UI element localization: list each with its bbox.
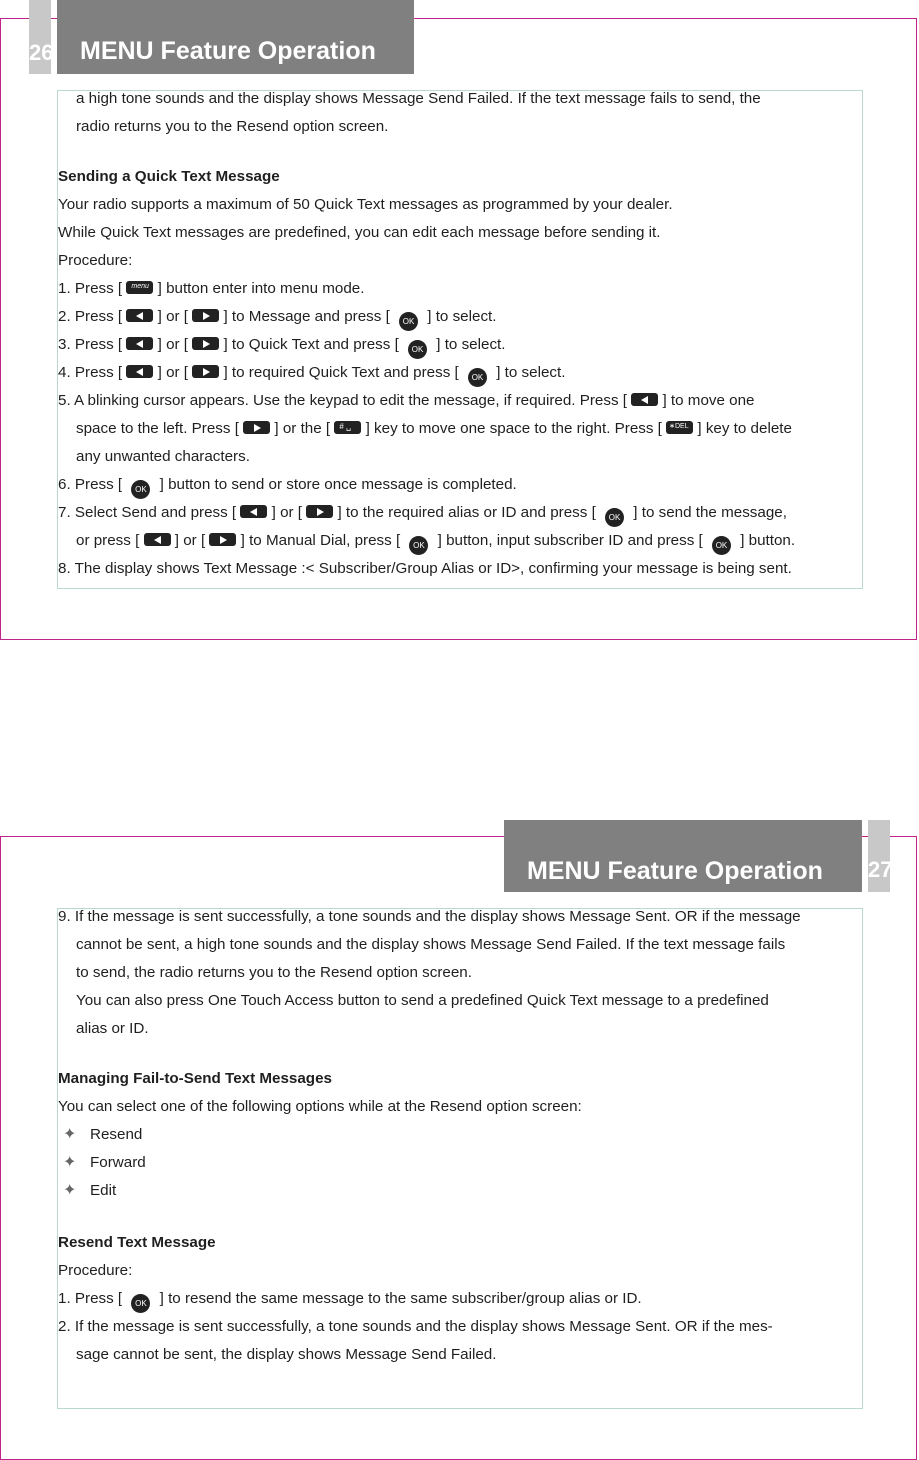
step-text: 1. Press [ [58, 280, 123, 297]
section-header [504, 820, 862, 892]
step-text: ] key to move one space to the right. Press [ [365, 420, 662, 437]
ok-key-icon: OK [131, 480, 150, 499]
page-number: 26 [29, 40, 54, 65]
step-text: ] to select. [496, 364, 566, 381]
step-text: 7. Select Send and press [ [58, 504, 237, 521]
step-text: ] button. [740, 532, 796, 549]
bullet-star-icon: ✦ [63, 1126, 77, 1143]
section-header [57, 0, 414, 74]
ok-key-icon: OK [408, 340, 427, 359]
resend-step-1 [58, 1289, 642, 1313]
step-text: 5. A blinking cursor appears. Use the keypad to edit the message, if required. Press [ [58, 392, 627, 409]
step-text: ] or the [ [274, 420, 331, 437]
step-text: space to the left. Press [ [76, 420, 239, 437]
step-text: ] or [ [157, 308, 189, 325]
procedure-label: Procedure: [58, 252, 133, 269]
option-item: Resend [90, 1126, 143, 1143]
step-text: ] to move one [662, 392, 755, 409]
right-arrow-key-icon [192, 309, 219, 322]
ok-key-icon: OK [131, 1294, 150, 1313]
menu-key-icon [126, 281, 153, 294]
left-arrow-key-icon [126, 365, 153, 378]
header-title: MENU Feature Operation [527, 857, 823, 885]
right-arrow-key-icon [192, 365, 219, 378]
step-text: 4. Press [ [58, 364, 123, 381]
right-arrow-key-icon [306, 505, 333, 518]
step-9-cont: to send, the radio returns you to the Resend option screen. [76, 964, 472, 981]
section-title: Sending a Quick Text Message [58, 168, 280, 185]
step-text: ] or [ [271, 504, 303, 521]
step-text: ] to select. [427, 308, 497, 325]
step-5-cont: any unwanted characters. [76, 448, 250, 465]
ok-key-icon: OK [468, 368, 487, 387]
procedure-label: Procedure: [58, 1262, 133, 1279]
step-text: ] or [ [157, 364, 189, 381]
left-arrow-key-icon [126, 309, 153, 322]
left-arrow-key-icon [240, 505, 267, 518]
step-7 [58, 503, 787, 527]
page-number-tab [868, 820, 893, 892]
section-title: Managing Fail-to-Send Text Messages [58, 1070, 332, 1087]
page-number: 27 [868, 857, 893, 882]
bullet-star-icon: ✦ [63, 1182, 77, 1199]
step-text: ] to required Quick Text and press [ [223, 364, 459, 381]
step-2 [58, 307, 497, 331]
star-del-key-icon [666, 421, 693, 434]
step-text: ] to Manual Dial, press [ [240, 532, 401, 549]
left-arrow-key-icon [126, 337, 153, 350]
step-text: ] button enter into menu mode. [157, 280, 365, 297]
step-3 [58, 335, 506, 359]
hash-key-icon [334, 421, 361, 434]
step-4 [58, 363, 565, 387]
step-text: ] to Quick Text and press [ [223, 336, 399, 353]
header-title: MENU Feature Operation [80, 37, 376, 65]
intro-text: Your radio supports a maximum of 50 Quick Text messages as programmed by your dealer. [58, 196, 673, 213]
step-6 [58, 475, 517, 499]
step-text: ] or [ [174, 532, 206, 549]
step-1 [58, 279, 364, 299]
right-arrow-key-icon [192, 337, 219, 350]
step-text: ] key to delete [697, 420, 792, 437]
left-arrow-key-icon [144, 533, 171, 546]
step-9: 9. If the message is sent successfully, a tone sounds and the display shows Message Sent. OR if the message [58, 908, 801, 925]
step-text: ] or [ [157, 336, 189, 353]
intro-text: While Quick Text messages are predefined, you can edit each message before sending it. [58, 224, 661, 241]
step-9-cont: alias or ID. [76, 1020, 149, 1037]
section-title: Resend Text Message [58, 1234, 216, 1251]
step-text: ] to resend the same message to the same subscriber/group alias or ID. [159, 1290, 642, 1307]
step-text: ] button, input subscriber ID and press [ [437, 532, 703, 549]
step-text: 1. Press [ [58, 1290, 123, 1307]
step-7-cont [76, 531, 795, 555]
intro-text: You can select one of the following options while at the Resend option screen: [58, 1098, 582, 1115]
resend-step-2: 2. If the message is sent successfully, a tone sounds and the display shows Message Sent. OR if the mes- [58, 1318, 773, 1335]
step-text: ] to the required alias or ID and press [ [337, 504, 596, 521]
step-text: 2. Press [ [58, 308, 123, 325]
step-9-cont: cannot be sent, a high tone sounds and the display shows Message Send Failed. If the text message fails [76, 936, 786, 953]
ok-key-icon: OK [605, 508, 624, 527]
bullet-star-icon: ✦ [63, 1154, 77, 1171]
right-arrow-key-icon [243, 421, 270, 434]
step-text: ] to select. [436, 336, 506, 353]
right-arrow-key-icon [209, 533, 236, 546]
step-text: ] to Message and press [ [223, 308, 390, 325]
option-item: Forward [90, 1154, 146, 1171]
step-5 [58, 391, 755, 411]
step-text: ] to send the message, [633, 504, 787, 521]
continued-text: a high tone sounds and the display shows Message Send Failed. If the text message fails to send, the [76, 90, 761, 107]
step-text: or press [ [76, 532, 140, 549]
continued-text: radio returns you to the Resend option screen. [76, 118, 389, 135]
left-arrow-key-icon [631, 393, 658, 406]
step-9-cont: You can also press One Touch Access button to send a predefined Quick Text message to a predefined [76, 992, 769, 1009]
ok-key-icon: OK [399, 312, 418, 331]
option-item: Edit [90, 1182, 117, 1199]
page-number-tab [29, 0, 54, 74]
ok-key-icon: OK [409, 536, 428, 555]
step-text: 3. Press [ [58, 336, 123, 353]
step-text: ] button to send or store once message is completed. [159, 476, 517, 493]
step-5-cont [76, 419, 792, 439]
step-text: 6. Press [ [58, 476, 123, 493]
resend-step-2-cont: sage cannot be sent, the display shows Message Send Failed. [76, 1346, 497, 1363]
ok-key-icon: OK [712, 536, 731, 555]
step-8: 8. The display shows Text Message :< Subscriber/Group Alias or ID>, confirming your message is being sent. [58, 560, 792, 577]
